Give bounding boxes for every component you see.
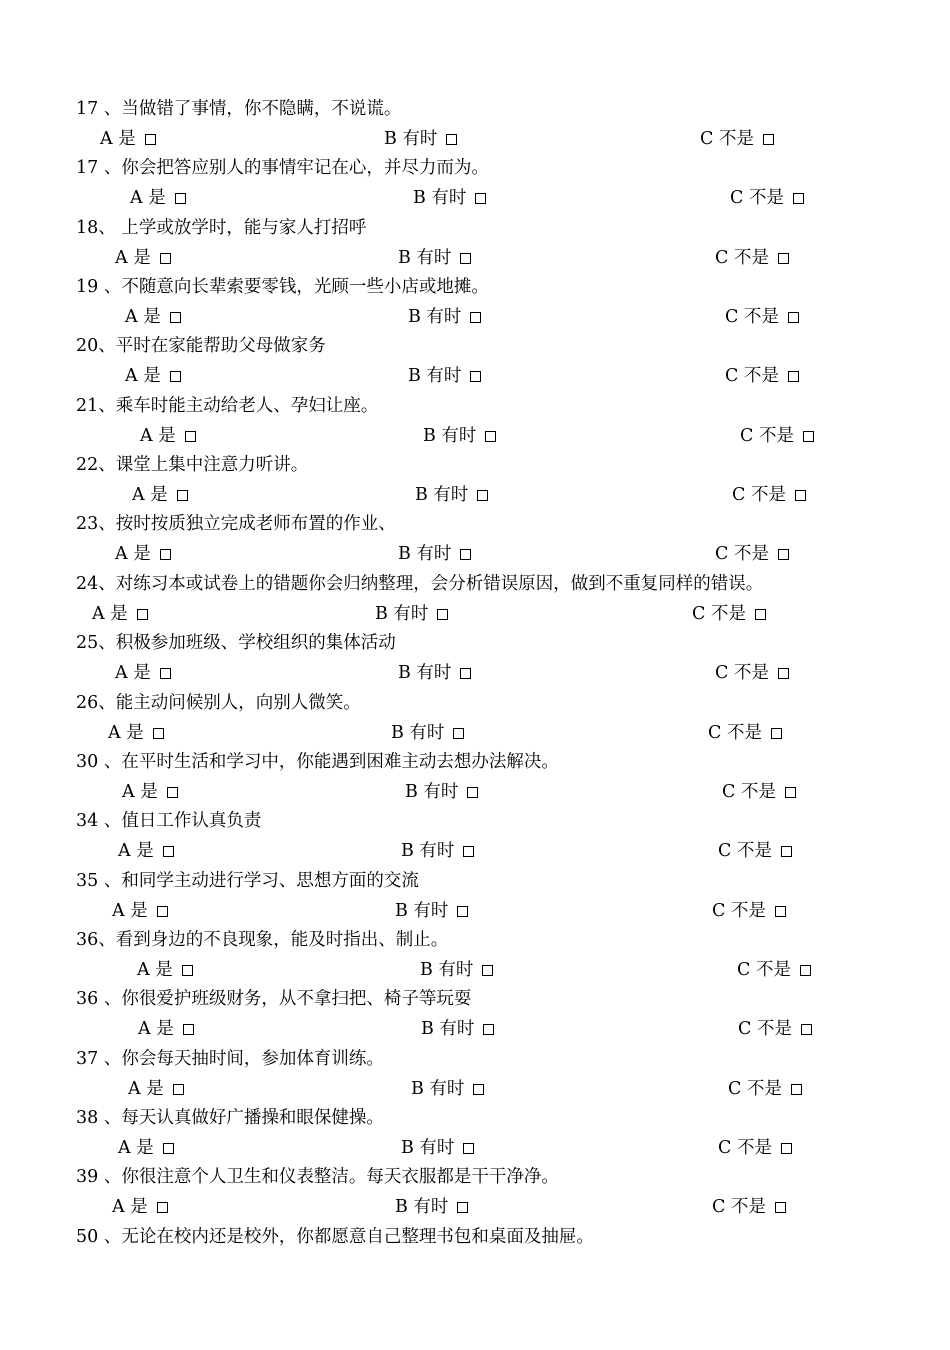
checkbox-icon[interactable] bbox=[477, 490, 488, 501]
checkbox-icon[interactable] bbox=[170, 312, 181, 323]
option-label: A 是 bbox=[100, 129, 136, 149]
option-sometimes[interactable] bbox=[421, 1016, 494, 1042]
option-label: C 不是 bbox=[715, 663, 769, 684]
checkbox-icon[interactable] bbox=[173, 1084, 184, 1095]
question-text: 39 、你很注意个人卫生和仪表整洁。每天衣服都是干干净净。 bbox=[76, 1167, 559, 1188]
checkbox-icon[interactable] bbox=[182, 965, 193, 976]
option-no[interactable] bbox=[725, 304, 799, 330]
option-no[interactable] bbox=[725, 363, 799, 389]
option-label: B 有时 bbox=[398, 544, 452, 565]
option-label: A 是 bbox=[140, 425, 176, 446]
question-text: 36 、你很爱护班级财务，从不拿扫把、椅子等玩耍 bbox=[76, 989, 472, 1010]
option-label: C 不是 bbox=[708, 722, 762, 743]
checkbox-icon[interactable] bbox=[163, 846, 174, 857]
checkbox-icon[interactable] bbox=[460, 668, 471, 679]
option-sometimes[interactable] bbox=[420, 957, 493, 983]
checkbox-icon[interactable] bbox=[781, 846, 792, 857]
option-label: A 是 bbox=[108, 722, 144, 743]
option-label: C 不是 bbox=[725, 307, 779, 328]
checkbox-icon[interactable] bbox=[475, 193, 486, 204]
checkbox-icon[interactable] bbox=[167, 787, 178, 798]
question-text: 20、平时在家能帮助父母做家务 bbox=[76, 336, 326, 357]
checkbox-icon[interactable] bbox=[160, 253, 171, 264]
option-label: B 有时 bbox=[375, 603, 429, 624]
option-no[interactable] bbox=[738, 1016, 812, 1042]
checkbox-icon[interactable] bbox=[457, 1202, 468, 1213]
option-label: A 是 bbox=[125, 366, 161, 387]
option-sometimes[interactable] bbox=[398, 245, 471, 271]
checkbox-icon[interactable] bbox=[145, 134, 156, 145]
option-label: C 不是 bbox=[738, 1019, 792, 1040]
checkbox-icon[interactable] bbox=[791, 1084, 802, 1095]
option-sometimes[interactable] bbox=[401, 1135, 474, 1161]
option-yes[interactable] bbox=[138, 1016, 194, 1042]
option-label: B 有时 bbox=[405, 781, 459, 802]
checkbox-icon[interactable] bbox=[157, 906, 168, 917]
checkbox-icon[interactable] bbox=[781, 1143, 792, 1154]
checkbox-icon[interactable] bbox=[771, 728, 782, 739]
option-label: A 是 bbox=[118, 1137, 154, 1158]
option-label: C 不是 bbox=[725, 366, 779, 387]
option-yes[interactable] bbox=[115, 541, 171, 567]
checkbox-icon[interactable] bbox=[457, 906, 468, 917]
option-label: C 不是 bbox=[722, 781, 776, 802]
checkbox-icon[interactable] bbox=[446, 134, 457, 145]
option-label: A 是 bbox=[92, 603, 128, 624]
option-sometimes[interactable] bbox=[395, 1194, 468, 1220]
checkbox-icon[interactable] bbox=[801, 1024, 812, 1035]
question-text: 50 、无论在校内还是校外，你都愿意自己整理书包和桌面及抽屉。 bbox=[76, 1226, 594, 1247]
checkbox-icon[interactable] bbox=[467, 787, 478, 798]
checkbox-icon[interactable] bbox=[483, 1024, 494, 1035]
checkbox-icon[interactable] bbox=[170, 371, 181, 382]
checkbox-icon[interactable] bbox=[157, 1202, 168, 1213]
option-no[interactable] bbox=[722, 779, 796, 805]
option-label: C 不是 bbox=[712, 900, 766, 921]
option-sometimes[interactable] bbox=[375, 601, 448, 627]
option-yes[interactable] bbox=[118, 1135, 174, 1161]
option-sometimes[interactable] bbox=[405, 779, 478, 805]
option-label: B 有时 bbox=[391, 722, 445, 743]
option-label: A 是 bbox=[112, 900, 148, 921]
checkbox-icon[interactable] bbox=[185, 431, 196, 442]
checkbox-icon[interactable] bbox=[163, 1143, 174, 1154]
option-no[interactable] bbox=[718, 1135, 792, 1161]
option-no[interactable] bbox=[712, 1194, 786, 1220]
option-label: A 是 bbox=[130, 188, 166, 209]
option-no[interactable] bbox=[715, 660, 789, 686]
option-sometimes[interactable] bbox=[395, 898, 468, 924]
option-label: C 不是 bbox=[718, 841, 772, 862]
option-label: B 有时 bbox=[401, 1137, 455, 1158]
checkbox-icon[interactable] bbox=[460, 549, 471, 560]
checkbox-icon[interactable] bbox=[460, 253, 471, 264]
option-label: A 是 bbox=[128, 1078, 164, 1099]
option-label: A 是 bbox=[112, 1197, 148, 1218]
checkbox-icon[interactable] bbox=[153, 728, 164, 739]
checkbox-icon[interactable] bbox=[470, 312, 481, 323]
option-yes[interactable] bbox=[115, 660, 171, 686]
question-text: 37 、你会每天抽时间，参加体育训练。 bbox=[76, 1048, 384, 1069]
option-yes[interactable] bbox=[125, 363, 181, 389]
option-sometimes[interactable] bbox=[408, 363, 481, 389]
option-no[interactable] bbox=[715, 541, 789, 567]
checkbox-icon[interactable] bbox=[775, 906, 786, 917]
option-no[interactable] bbox=[740, 423, 814, 449]
option-yes[interactable] bbox=[125, 304, 181, 330]
option-yes[interactable] bbox=[112, 898, 168, 924]
checkbox-icon[interactable] bbox=[788, 371, 799, 382]
question-text: 19 、不随意向长辈索要零钱，光顾一些小店或地摊。 bbox=[76, 277, 489, 298]
checkbox-icon[interactable] bbox=[800, 965, 811, 976]
option-label: C 不是 bbox=[718, 1137, 772, 1158]
option-sometimes[interactable] bbox=[413, 185, 486, 211]
question-text: 30 、在平时生活和学习中，你能遇到困难主动去想办法解决。 bbox=[76, 751, 559, 772]
option-no[interactable] bbox=[728, 1076, 802, 1102]
option-label: A 是 bbox=[122, 781, 158, 802]
option-sometimes[interactable] bbox=[391, 720, 464, 746]
option-label: C 不是 bbox=[715, 247, 769, 268]
option-yes[interactable] bbox=[108, 720, 164, 746]
option-no[interactable] bbox=[700, 126, 774, 152]
question-text: 22、课堂上集中注意力听讲。 bbox=[76, 455, 309, 476]
checkbox-icon[interactable] bbox=[160, 549, 171, 560]
option-no[interactable] bbox=[715, 245, 789, 271]
checkbox-icon[interactable] bbox=[463, 1143, 474, 1154]
option-label: A 是 bbox=[115, 544, 151, 565]
option-yes[interactable] bbox=[140, 423, 196, 449]
option-label: B 有时 bbox=[421, 1019, 475, 1040]
option-label: A 是 bbox=[118, 841, 154, 862]
option-label: C 不是 bbox=[732, 485, 786, 506]
option-no[interactable] bbox=[712, 898, 786, 924]
option-label: B 有时 bbox=[411, 1078, 465, 1099]
checkbox-icon[interactable] bbox=[183, 1024, 194, 1035]
option-label: B 有时 bbox=[395, 900, 449, 921]
option-label: B 有时 bbox=[384, 129, 438, 149]
question-text: 35 、和同学主动进行学习、思想方面的交流 bbox=[76, 870, 419, 891]
option-no[interactable] bbox=[718, 838, 792, 864]
option-no[interactable] bbox=[732, 482, 806, 508]
option-label: B 有时 bbox=[398, 663, 452, 684]
checkbox-icon[interactable] bbox=[755, 609, 766, 620]
option-label: A 是 bbox=[137, 959, 173, 980]
option-yes[interactable] bbox=[137, 957, 193, 983]
question-text: 38 、每天认真做好广播操和眼保健操。 bbox=[76, 1107, 384, 1128]
option-yes[interactable] bbox=[122, 779, 178, 805]
checkbox-icon[interactable] bbox=[160, 668, 171, 679]
option-label: B 有时 bbox=[423, 425, 477, 446]
option-sometimes[interactable] bbox=[398, 541, 471, 567]
option-label: A 是 bbox=[132, 485, 168, 506]
option-label: B 有时 bbox=[420, 959, 474, 980]
checkbox-icon[interactable] bbox=[778, 549, 789, 560]
question-text: 34 、值日工作认真负责 bbox=[76, 811, 262, 832]
option-label: B 有时 bbox=[415, 485, 469, 506]
option-label: B 有时 bbox=[408, 366, 462, 387]
option-label: A 是 bbox=[125, 307, 161, 328]
option-label: C 不是 bbox=[700, 129, 754, 149]
option-sometimes[interactable] bbox=[411, 1076, 484, 1102]
checkbox-icon[interactable] bbox=[788, 312, 799, 323]
checkbox-icon[interactable] bbox=[778, 668, 789, 679]
checkbox-icon[interactable] bbox=[453, 728, 464, 739]
checkbox-icon[interactable] bbox=[482, 965, 493, 976]
option-yes[interactable] bbox=[115, 245, 171, 271]
checkbox-icon[interactable] bbox=[775, 1202, 786, 1213]
option-no[interactable] bbox=[730, 185, 804, 211]
checkbox-icon[interactable] bbox=[803, 431, 814, 442]
question-text: 17 、当做错了事情，你不隐瞒，不说谎。 bbox=[76, 99, 402, 119]
option-label: C 不是 bbox=[737, 959, 791, 980]
question-text: 18、 上学或放学时，能与家人打招呼 bbox=[76, 217, 367, 238]
option-label: C 不是 bbox=[730, 188, 784, 209]
option-yes[interactable] bbox=[128, 1076, 184, 1102]
checkbox-icon[interactable] bbox=[793, 193, 804, 204]
option-label: A 是 bbox=[138, 1019, 174, 1040]
option-no[interactable] bbox=[708, 720, 782, 746]
question-text: 23、按时按质独立完成老师布置的作业、 bbox=[76, 514, 396, 535]
checkbox-icon[interactable] bbox=[137, 609, 148, 620]
question-text: 25、积极参加班级、学校组织的集体活动 bbox=[76, 633, 396, 654]
checkbox-icon[interactable] bbox=[470, 371, 481, 382]
option-label: B 有时 bbox=[401, 841, 455, 862]
checkbox-icon[interactable] bbox=[785, 787, 796, 798]
option-label: C 不是 bbox=[740, 425, 794, 446]
option-label: A 是 bbox=[115, 247, 151, 268]
question-text: 36、看到身边的不良现象，能及时指出、制止。 bbox=[76, 929, 449, 950]
option-label: C 不是 bbox=[728, 1078, 782, 1099]
option-yes[interactable] bbox=[92, 601, 148, 627]
checkbox-icon[interactable] bbox=[795, 490, 806, 501]
option-yes[interactable] bbox=[112, 1194, 168, 1220]
option-label: C 不是 bbox=[692, 603, 746, 624]
option-label: B 有时 bbox=[413, 188, 467, 209]
option-yes[interactable] bbox=[130, 185, 186, 211]
option-sometimes[interactable] bbox=[384, 126, 457, 152]
option-yes[interactable] bbox=[118, 838, 174, 864]
option-no[interactable] bbox=[692, 601, 766, 627]
checkbox-icon[interactable] bbox=[437, 609, 448, 620]
checkbox-icon[interactable] bbox=[763, 134, 774, 145]
checkbox-icon[interactable] bbox=[175, 193, 186, 204]
option-label: C 不是 bbox=[712, 1197, 766, 1218]
question-text: 26、能主动问候别人，向别人微笑。 bbox=[76, 692, 361, 713]
option-sometimes[interactable] bbox=[401, 838, 474, 864]
question-text: 24、对练习本或试卷上的错题你会归纳整理，会分析错误原因，做到不重复同样的错误。 bbox=[76, 573, 764, 594]
option-sometimes[interactable] bbox=[423, 423, 496, 449]
checkbox-icon[interactable] bbox=[473, 1084, 484, 1095]
question-text: 21、乘车时能主动给老人、孕妇让座。 bbox=[76, 395, 379, 416]
checkbox-icon[interactable] bbox=[485, 431, 496, 442]
checkbox-icon[interactable] bbox=[778, 253, 789, 264]
checkbox-icon[interactable] bbox=[177, 490, 188, 501]
option-sometimes[interactable] bbox=[415, 482, 488, 508]
option-sometimes[interactable] bbox=[398, 660, 471, 686]
option-label: B 有时 bbox=[398, 247, 452, 268]
question-text: 17 、你会把答应别人的事情牢记在心，并尽力而为。 bbox=[76, 158, 489, 179]
option-sometimes[interactable] bbox=[408, 304, 481, 330]
checkbox-icon[interactable] bbox=[463, 846, 474, 857]
option-yes[interactable] bbox=[100, 126, 156, 152]
option-label: C 不是 bbox=[715, 544, 769, 565]
option-label: A 是 bbox=[115, 663, 151, 684]
option-label: B 有时 bbox=[408, 307, 462, 328]
option-label: B 有时 bbox=[395, 1197, 449, 1218]
option-yes[interactable] bbox=[132, 482, 188, 508]
option-no[interactable] bbox=[737, 957, 811, 983]
